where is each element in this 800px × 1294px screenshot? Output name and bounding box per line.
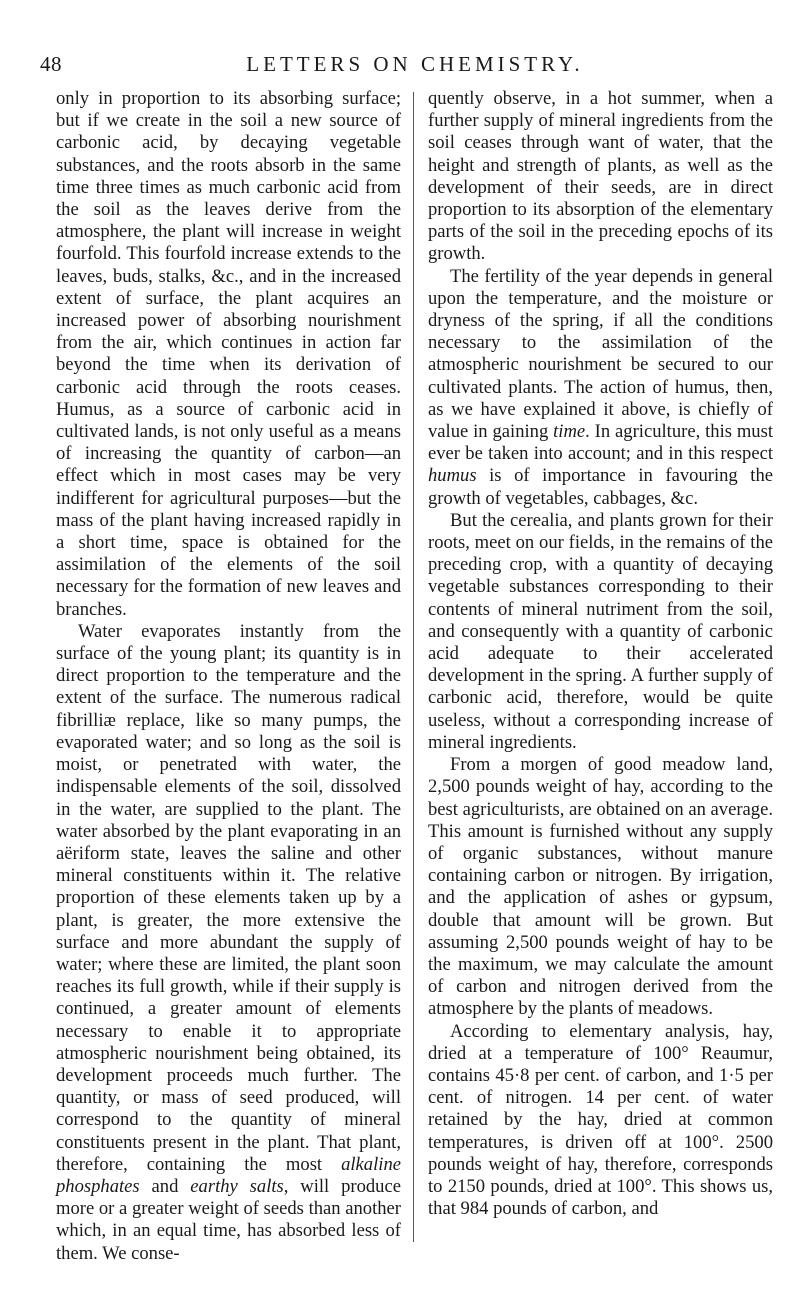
page-number: 48 xyxy=(40,52,62,76)
right-column xyxy=(428,88,773,1220)
paragraph: But the cerealia, and plants grown for their roots, meet on our fields, in the remains of the preceding crop, with a quantity of decaying vegetable substances corresponding to their contents of mineral nutriment from the soil, and consequently with a quantity of carbonic acid adequate to their accelerated development in the spring. A further supply of carbonic acid, therefore, would be quite useless, without a corresponding increase of mineral ingredients. xyxy=(428,509,773,753)
paragraph: According to elementary analysis, hay, dried at a temperature of 100° Reaumur, contains 45·8 per cent. of carbon, and 1·5 per cent. of nitrogen. 14 per cent. of water retained by the hay, dried at common temperatures, is driven off at 100°. 2500 pounds weight of hay, therefore, corresponds to 2150 pounds, dried at 100°. This shows us, that 984 pounds of carbon, and xyxy=(428,1020,773,1220)
column-divider xyxy=(413,92,414,1242)
page-header xyxy=(40,52,760,84)
paragraph: only in proportion to its absorbing surface; but if we create in the soil a new source of carbonic acid, by decaying vegetable substances, and the roots absorb in the same time three times as much carbonic acid from the soil as the leaves derive from the atmosphere, the plant will increase in weight fourfold. This fourfold increase extends to the leaves, buds, stalks, &c., and in the increased extent of surface, the plant acquires an increased power of absorbing nourishment from the air, which continues in action far beyond the time when its derivation of carbonic acid through the roots ceases. Humus, as a source of carbonic acid in cultivated lands, is not only useful as a means of increasing the quantity of carbon—an effect which in most cases may be very indifferent for agricultural purposes—but the mass of the plant having increased rapidly in a short time, space is obtained for the assimilation of the elements of the soil necessary for the formation of new leaves and branches. xyxy=(56,88,401,620)
emphasis-text: alkaline phosphates xyxy=(56,1153,401,1197)
paragraph-text: The fertility of the year depends in general upon the temperature, and the moisture or dryness of the spring, if all the conditions necessary to the assimilation of the atmospheric nourishment be secured to our cultivated plants. The action of humus, then, as we have explained it above, is chiefly of value in gaining xyxy=(428,265,773,443)
paragraph-text: and xyxy=(139,1175,191,1197)
paragraph: quently observe, in a hot summer, when a further supply of mineral ingredients from the soil ceases through want of water, that the height and strength of plants, as well as the development of their seeds, are in direct proportion to its absorption of the elementary parts of the soil in the preceding epochs of its growth. xyxy=(428,88,773,265)
paragraph xyxy=(56,621,401,1265)
paragraph xyxy=(428,266,773,510)
paragraph-text: is of importance in favouring the growth of vegetables, cabbages, &c. xyxy=(428,465,773,509)
emphasis-text: earthy salts xyxy=(190,1175,284,1197)
emphasis-text: time xyxy=(553,421,586,443)
left-column xyxy=(56,88,401,1265)
paragraph: From a morgen of good meadow land, 2,500 pounds weight of hay, according to the best agriculturists, are obtained on an average. This amount is furnished without any supply of organic substances, without manure containing carbon or nitrogen. By irrigation, and the application of ashes or gypsum, double that amount will be grown. But assuming 2,500 pounds weight of hay to be the maximum, we may calculate the amount of carbon and nitrogen derived from the atmosphere by the plants of meadows. xyxy=(428,754,773,1020)
running-head: LETTERS ON CHEMISTRY. xyxy=(246,52,584,76)
emphasis-text: humus xyxy=(428,465,477,487)
paragraph-text: , will produce more or a greater weight of seeds than another which, in an equal time, has absorbed less of them. We conse- xyxy=(56,1175,401,1264)
paragraph-text: Water evaporates instantly from the surface of the young plant; its quantity is in direct proportion to the temperature and the extent of the surface. The numerous radical fibrilliæ replace, like so many pumps, the evaporated water; and so long as the soil is moist, or penetrated with water, the indispensable elements of the soil, dissolved in the water, are supplied to the plant. The water absorbed by the plant evaporating in an aëriform state, leaves the saline and other mineral constituents within it. The relative proportion of these elements taken up by a plant, is greater, the more extensive the surface and more abundant the supply of water; where these are limited, the plant soon reaches its full growth, while if their supply is continued, a greater amount of elements necessary to enable it to appropriate atmospheric nourishment being obtained, its development proceeds much further. The quantity, or mass of seed produced, will correspond to the quantity of mineral constituents present in the plant. That plant, therefore, containing the most xyxy=(56,620,401,1175)
paragraph-text: . In agriculture, this must ever be taken into account; and in this respect xyxy=(428,421,774,465)
